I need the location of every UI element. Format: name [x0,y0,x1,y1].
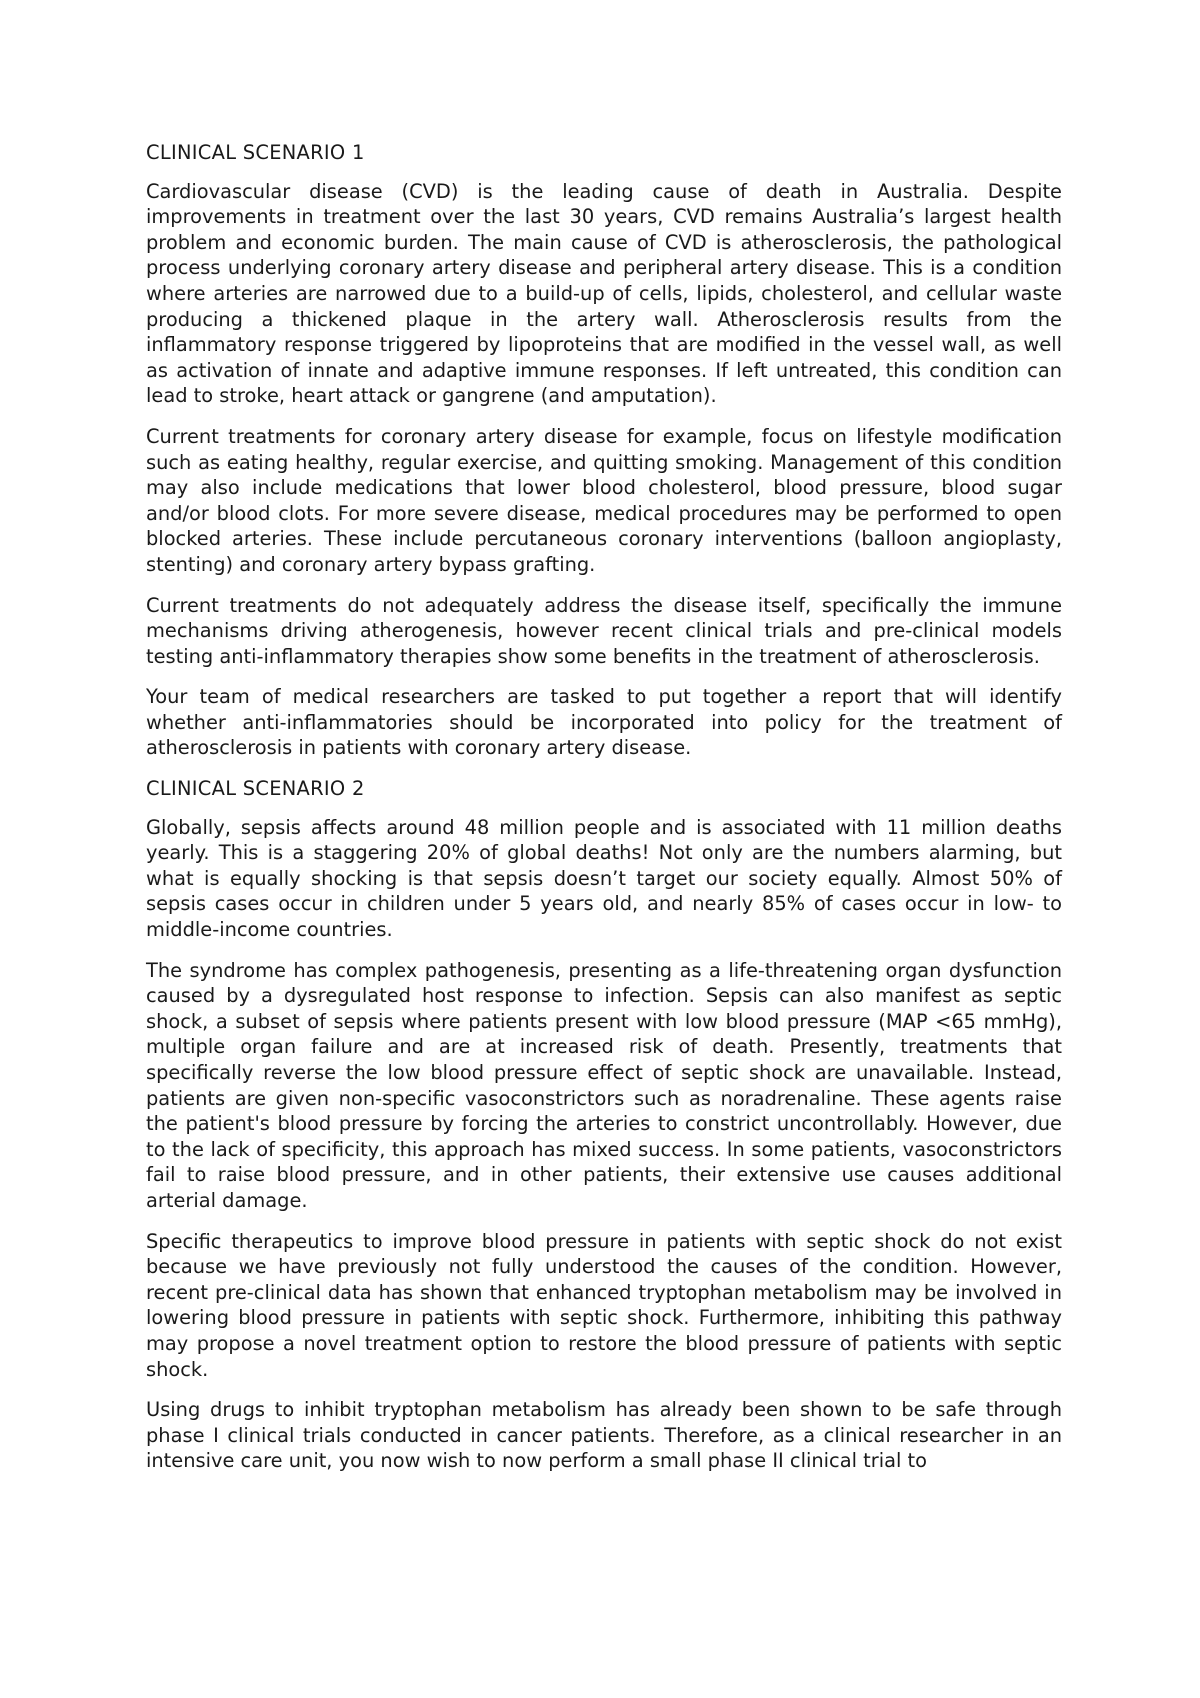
scenario-2-paragraph: Using drugs to inhibit tryptophan metabolism has already been shown to be safe through phase I clinical trials conducted in cancer patients. Therefore, as a clinical researcher in an intensive care unit, you now wish to now perform a small phase II clinical trial to [146,1398,1062,1473]
scenario-2-heading: CLINICAL SCENARIO 2 [146,777,365,801]
scenario-1-paragraph: Cardiovascular disease (CVD) is the leading cause of death in Australia. Despite improvements in treatment over the last 30 years, CVD remains Australia’s largest health problem and economic burden. The main cause of CVD is atherosclerosis, the pathological process underlying coronary artery disease and peripheral artery disease. This is a condition where arteries are narrowed due to a build-up of cells, lipids, cholesterol, and cellular waste producing a thickened plaque in the artery wall. Atherosclerosis results from the inflammatory response triggered by lipoproteins that are modified in the vessel wall, as well as activation of innate and adaptive immune responses. If left untreated, this condition can lead to stroke, heart attack or gangrene (and amputation). [146,179,1062,408]
scenario-1-heading: CLINICAL SCENARIO 1 [146,141,365,164]
scenario-1-paragraph: Current treatments do not adequately address the disease itself, specifically the immune mechanisms driving atherogenesis, however recent clinical trials and pre-clinical models testing anti-inflammatory therapies show some benefits in the treatment of atherosclerosis. [146,593,1062,668]
scenario-1-paragraph: Your team of medical researchers are tasked to put together a report that will identify whether anti-inflammatories should be incorporated into policy for the treatment of atherosclerosis in patients with coronary artery disease. [146,685,1062,760]
document-body [146,140,1062,1474]
scenario-2-paragraph: Globally, sepsis affects around 48 million people and is associated with 11 million deaths yearly. This is a staggering 20% of global deaths! Not only are the numbers alarming, but what is equally shocking is that sepsis doesn’t target our society equally. Almost 50% of sepsis cases occur in children under 5 years old, and nearly 85% of cases occur in low- to middle-income countries. [146,815,1062,942]
scenario-2-paragraph: The syndrome has complex pathogenesis, presenting as a life-threatening organ dysfunction caused by a dysregulated host response to infection. Sepsis can also manifest as septic shock, a subset of sepsis where patients present with low blood pressure (MAP <65 mmHg), multiple organ failure and are at increased risk of death. Presently, treatments that specifically reverse the low blood pressure effect of septic shock are unavailable. Instead, patients are given non-specific vasoconstrictors such as noradrenaline. These agents raise the patient's blood pressure by forcing the arteries to constrict uncontrollably. However, due to the lack of specificity, this approach has mixed success. In some patients, vasoconstrictors fail to raise blood pressure, and in other patients, their extensive use causes additional arterial damage. [146,958,1062,1212]
scenario-2-paragraph: Specific therapeutics to improve blood pressure in patients with septic shock do not exist because we have previously not fully understood the causes of the condition. However, recent pre-clinical data has shown that enhanced tryptophan metabolism may be involved in lowering blood pressure in patients with septic shock. Furthermore, inhibiting this pathway may propose a novel treatment option to restore the blood pressure of patients with septic shock. [146,1229,1062,1381]
scenario-1-paragraph: Current treatments for coronary artery disease for example, focus on lifestyle modification such as eating healthy, regular exercise, and quitting smoking. Management of this condition may also include medications that lower blood cholesterol, blood pressure, blood sugar and/or blood clots. For more severe disease, medical procedures may be performed to open blocked arteries. These include percutaneous coronary interventions (balloon angioplasty, stenting) and coronary artery bypass grafting. [146,424,1062,576]
